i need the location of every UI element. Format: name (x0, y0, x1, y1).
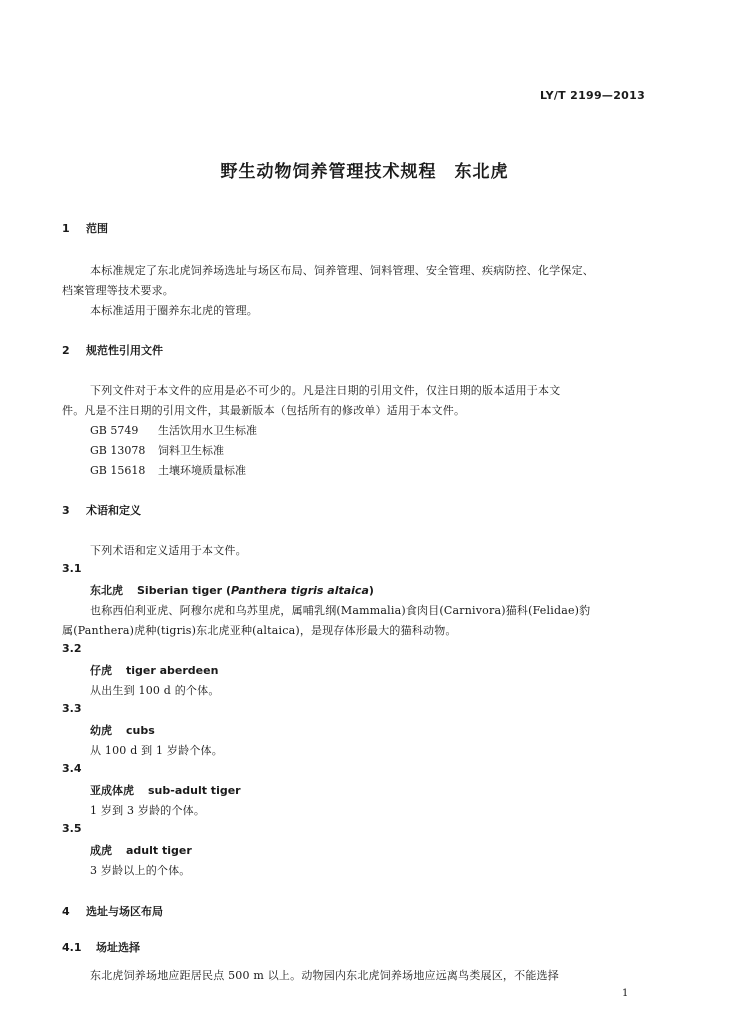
term-number: 3.2 (62, 642, 82, 655)
reference-code: GB 15618 (90, 464, 146, 477)
term-en: adult tiger (126, 844, 192, 857)
reference-item (90, 442, 224, 458)
term-definition: 属(Panthera)虎种(tigris)东北虎亚种(altaica)，是现存体形最大的猫科动物。 (62, 624, 457, 637)
section-number: 4 (62, 905, 70, 918)
section-1-heading (62, 220, 108, 236)
paragraph: 下列术语和定义适用于本文件。 (90, 544, 247, 557)
reference-name: 土壤环境质量标准 (158, 464, 246, 477)
paragraph: 件。凡是不注日期的引用文件，其最新版本（包括所有的修改单）适用于本文件。 (62, 404, 466, 417)
term-number: 3.1 (62, 562, 82, 575)
term-cn: 亚成体虎 (90, 784, 134, 797)
reference-name: 生活饮用水卫生标准 (158, 424, 257, 437)
term-number: 3.5 (62, 822, 82, 835)
term-heading (90, 782, 241, 798)
term-en: cubs (126, 724, 155, 737)
reference-item (90, 462, 246, 478)
section-title: 规范性引用文件 (86, 344, 163, 357)
section-2-heading (62, 342, 163, 358)
term-definition: 从出生到 100 d 的个体。 (90, 684, 220, 697)
page-number: 1 (622, 988, 629, 999)
section-title: 选址与场区布局 (86, 905, 163, 918)
paragraph: 东北虎饲养场地应距居民点 500 m 以上。动物园内东北虎饲养场地应远离鸟类展区，不能选择 (90, 969, 559, 982)
term-latin: Panthera tigris altaica (230, 584, 369, 597)
section-title: 术语和定义 (86, 504, 141, 517)
term-definition: 从 100 d 到 1 岁龄个体。 (90, 744, 223, 757)
reference-code: GB 5749 (90, 424, 139, 437)
term-number: 3.3 (62, 702, 82, 715)
term-definition: 3 岁龄以上的个体。 (90, 864, 191, 877)
paragraph: 档案管理等技术要求。 (62, 284, 174, 297)
reference-code: GB 13078 (90, 444, 146, 457)
term-number: 3.4 (62, 762, 82, 775)
term-en: tiger aberdeen (126, 664, 219, 677)
term-cn: 成虎 (90, 844, 112, 857)
section-number: 1 (62, 222, 70, 235)
term-en: Siberian tiger (Panthera tigris altaica) (137, 584, 374, 597)
section-4-heading (62, 903, 163, 919)
paragraph: 下列文件对于本文件的应用是必不可少的。凡是注日期的引用文件，仅注日期的版本适用于本文 (90, 384, 561, 397)
term-definition: 也称西伯利亚虎、阿穆尔虎和乌苏里虎，属哺乳纲(Mammalia)食肉目(Carnivora)猫科(Felidae)豹 (90, 604, 591, 617)
term-definition: 1 岁到 3 岁龄的个体。 (90, 804, 206, 817)
section-number: 3 (62, 504, 70, 517)
term-heading (90, 662, 218, 678)
term-cn: 东北虎 (90, 584, 123, 597)
subsection-4-1-heading (62, 939, 140, 955)
term-cn: 仔虎 (90, 664, 112, 677)
standard-code: LY/T 2199—2013 (540, 89, 646, 102)
paragraph: 本标准规定了东北虎饲养场选址与场区布局、饲养管理、饲料管理、安全管理、疾病防控、化学保定、 (90, 264, 594, 277)
term-heading (90, 722, 155, 738)
paragraph: 本标准适用于圈养东北虎的管理。 (90, 304, 258, 317)
document-title: 野生动物饲养管理技术规程 东北虎 (220, 162, 509, 182)
term-heading (90, 582, 374, 598)
reference-name: 饲料卫生标准 (158, 444, 224, 457)
term-heading (90, 842, 192, 858)
reference-item (90, 422, 257, 438)
term-en: sub-adult tiger (148, 784, 241, 797)
section-title: 范围 (86, 222, 108, 235)
term-cn: 幼虎 (90, 724, 112, 737)
subsection-title: 场址选择 (96, 941, 140, 954)
section-3-heading (62, 502, 141, 518)
section-number: 2 (62, 344, 70, 357)
subsection-number: 4.1 (62, 941, 82, 954)
